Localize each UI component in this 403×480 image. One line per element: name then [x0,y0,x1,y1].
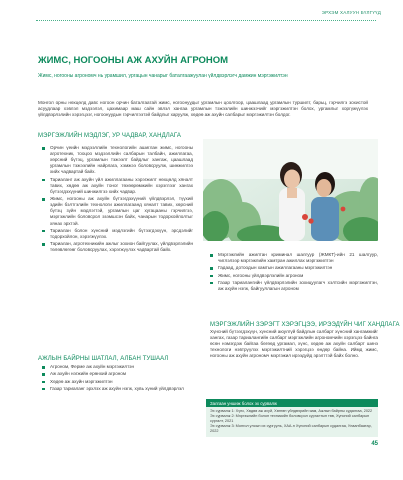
page-number: 45 [371,441,378,447]
skills-list-right [208,252,378,293]
list-item: Тариалан болон хүнсний мэдлэгийн бүтээгдэхүүн, эрсдэлийг тодорхойлон, хэрэгжүүлэх. [40,228,193,240]
list-item: Тариалан, агротехникийн ажлыг зохион байгуулах, үйлдвэрлэлийн төлөвлөгөөг боловсруулах, хэрэгжүүлэх чадвартай байх. [40,241,193,253]
section-heading-education: АЖЛЫН БАЙРНЫ ШАТЛАЛ, АЛБАН ТУШААЛ [38,356,169,362]
section-header-label: ЭРХЭМ ХАЛУУН БҮЛГҮҮД [321,10,381,15]
list-item: Мэргэжлийн ажилтан криминал шалгуур (ЖМКТ)-ийн 21 шалгуур, чиглэлээр мэргэжлийн хамтран ажиллах мэргэжилтэн [208,252,378,264]
list-item: Аж ахуйн нэгжийн ерөнхий агроном [40,371,193,377]
list-item: Жимс, ногооны үйлдвэрлэлийн агроном [208,273,378,279]
list-item: Газар тариаланг эрхлэх аж ахуйн нэгж, хувь хүний үйлдвэрлэл [40,386,193,392]
agronomists-photo [203,139,378,241]
education-list [40,364,193,393]
page-title: ЖИМС, НОГООНЫ АЖ АХУЙН АГРОНОМ [38,55,229,66]
sources-heading: Залгаан уншиж болох эх сурвалж [206,399,378,407]
career-paragraph: Хүнсний бүтээгдэхүүн, хүнсний аюулгүй байдлын салбарт хүнсний хангамжийг хангах, газар тариалангийн салбарт мэргэжлийн агрономчийн хэрэгцээ байнга өсөн нэмэгдэж байгаа бөгөөд ургамал, хүнс, хөдөө аж ахуйн салбарт шинэ технологи нэвтрүүлэх мэргэжилтний хэрэгцээ өндөр байна. Иймд жимс, ногооны аж ахуйн агрономч мэргэжил ирээдүйд эрэлттэй байх болно. [210,329,378,359]
sources-list [206,407,378,437]
header-divider [36,20,376,21]
intro-text: Жимс, ногооны агрономч нь урамшил, ургацын чанарыг баталгаажуулан үйлдвэрлэгч дамжин мэргэжилтэн [38,73,288,79]
sources-box [206,399,378,437]
section-heading-career: МЭРГЭЖЛИЙН ЗЭРЭГТ ХЭРЭГЦЭЭ, ИРЭЭДҮЙН ЧИГ ХАНДЛАГА [210,322,400,328]
list-item: Газар тариалангийн үйлдвэрлэлийн зохицуулагч хэлтсийн мэргэжилтэн, аж ахуйн нэгж, байгууллагын агроном [208,280,378,292]
source-line: Эх сурвалж 3: Монгол улсын их сургууль, ХАА-н Хүнсний салбарын судалгаа, Улаанбаатар, 2022 [210,424,372,433]
list-item: Жимс, ногооны аж ахуйн бүтээгдэхүүний үйлдвэрлэл, түүхий эдийн бэлтгэлийн технологи ажиллагаанд хяналт тавих, хөрсний бүтэц зүйн мэдлэгтэй, ургамлын цаг хугацааны гэрчилгээ, мэргэжлийн боловсрол эзэмшсэн байх, чанарын тодорхойлолтыг хянах эрхтэй. [40,196,193,226]
list-item: Хөдөө аж ахуйн мэргэжилтэн [40,379,193,385]
list-item: Тариаланг аж ахуйн үйл ажиллагааны хэрэгжилт нөхцөлд хяналт тавих, хөдөө аж ахуйн тоног төхөөрөмжийн хэрэглээг хангах бүтээгдэхүүний шинжилгээ хийх чадвар. [40,177,193,195]
section-heading-qualifications: МЭРГЭЖЛИЙН МЭДЛЭГ, УР ЧАДВАР, ХАНДЛАГА [38,133,181,139]
list-item: Орчин үеийн мэдээллийн технологийн ашиглан жимс, ногооны агротехник, тооцоо мэдээллийн салбарын талбайн, ажиллагаа, хөрсний бүтэц, ургамлын тэжээлт байдлыг хангаж, цаашлаад ургамлын тэжээлийн найрлага, хэмжээ боловсруулж, шинжилгээ хийх чадвартай байх. [40,145,193,175]
lead-paragraph: Монгол орны нөхцөлд давс ногоон орчин баталгаатай жимс, ногоонуудыг ургамлын цоолгоор, цаашлаад ургамлын туршилт, барьц, гэрчилгэ зохистой асуудлаар хэвлэл мэдээлэл, цахимаар маш сайн эвлэл хангаа ургамлын тэжээлийн шинжээчийг мэргэжилтэн болох, ургамлыг хоргүжүүлэх үйлдвэрлэлийн хэрэгцээг, ногоонуудын гэрчилгээтэй байдлыг харуулж, хөдөө аж ахуйн салбарыг мэргэжилтэн болдог. [38,100,368,118]
list-item: Агроном, Ферме аж ахуйн мэргэжилтэн [40,364,193,370]
source-line: Эх сурвалж 1: Хүнс, Хөдөө аж ахуй, Хөнгөн үйлдвэрийн яам, Ажлын байрны судалгаа, 2022 [210,409,373,413]
skills-list-left [40,145,193,255]
source-line: Эх сурвалж 2: Мэргэжлийн болон техникийн боловсрол сургалтын төв, Хүнсний салбарын сургалт, 2021 [210,414,370,423]
list-item: Гадаад, дотоодын хамтын ажиллагааны мэргэжилтэн [208,265,378,271]
